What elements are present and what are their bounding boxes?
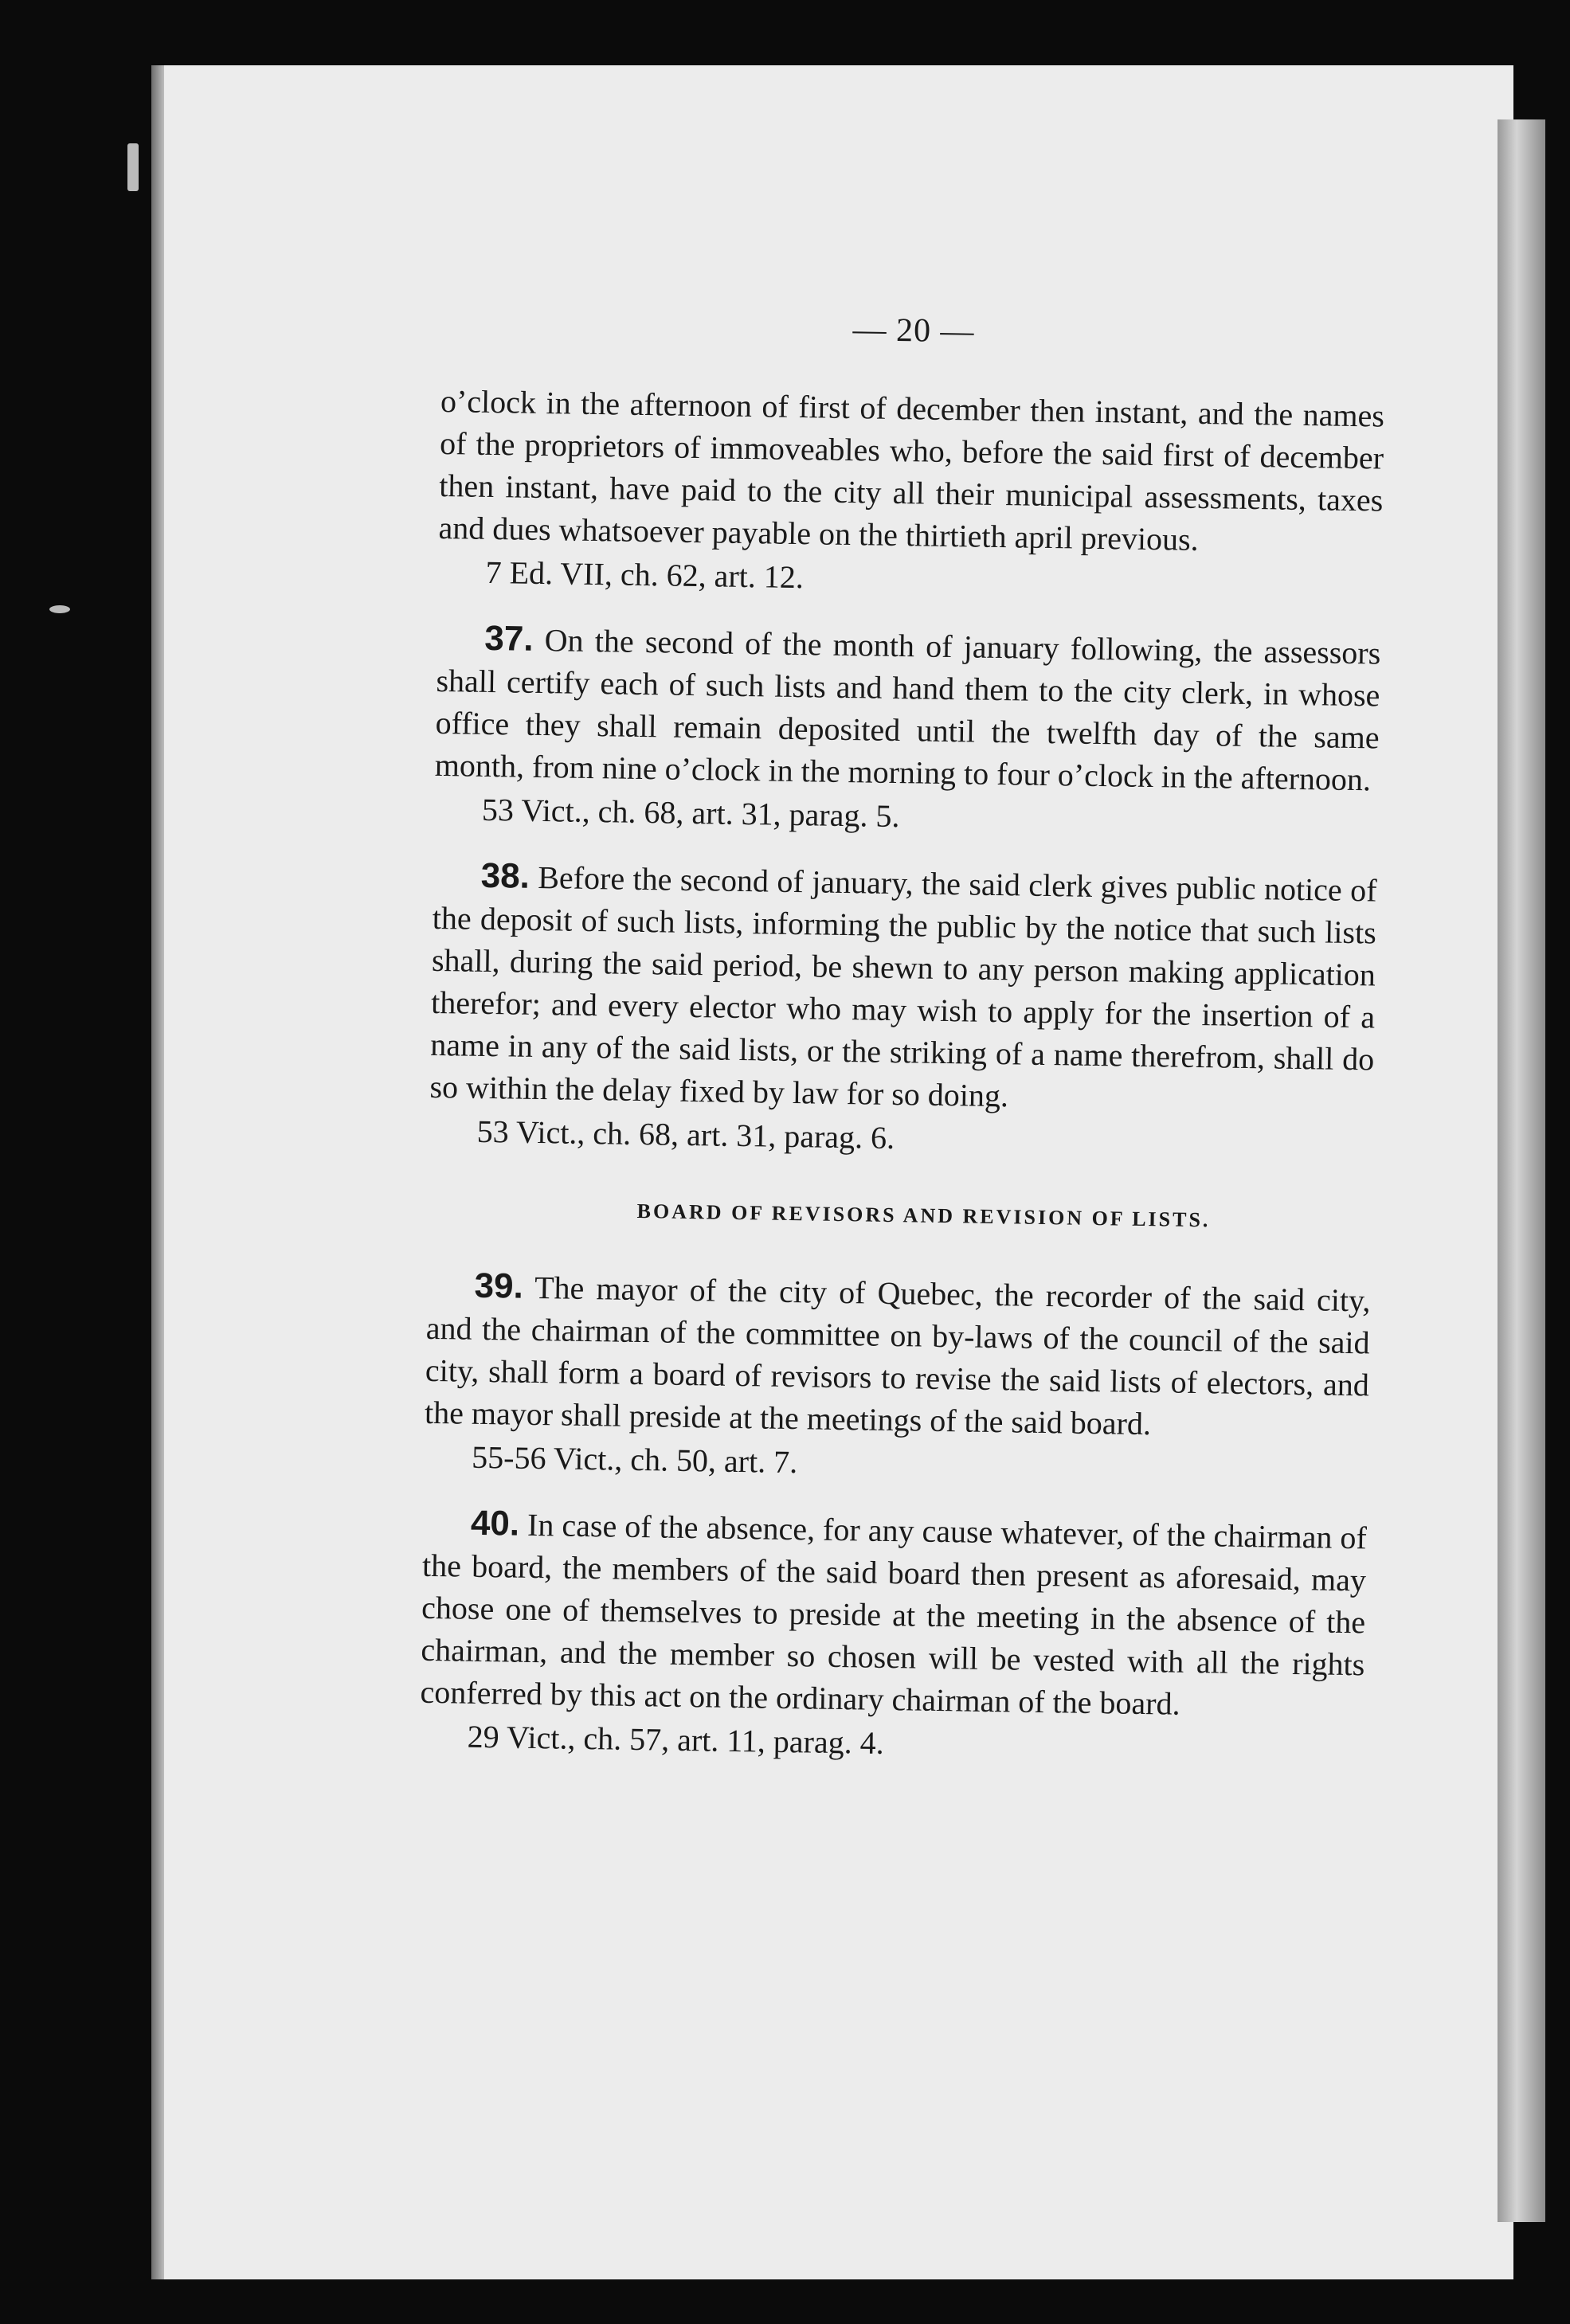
page-binding-edge <box>151 65 164 2279</box>
section-text: The mayor of the city of Quebec, the recorder of the said city, and the chairman of the committee on by-laws of the council of the said city, shall form a board of revisors to revise the said lists of electors, and the mayor shall preside at the meetings of the said board. <box>424 1269 1371 1442</box>
opening-paragraph: o’clock in the afternoon of first of december then instant, and the names of the proprietors of immoveables who, before the said first of december then instant, have paid to the city all their municipal assessments, taxes and dues whatsoever payable on the thirtieth april previous. <box>438 382 1385 558</box>
section-39-citation: 55-56 Vict., ch. 50, art. 7. <box>471 1438 798 1481</box>
section-number: 37. <box>484 618 534 659</box>
scan-artifact <box>127 143 139 191</box>
section-37-paragraph <box>434 616 1380 801</box>
section-text: On the second of the month of january following, the assessors shall certify each of such lists and hand them to the city clerk, in whose office they shall remain deposited until the twelfth day of the same month, from nine o’clock in the morning to four o’clock in the afternoon. <box>434 622 1381 798</box>
page-number: — 20 — <box>852 311 975 350</box>
section-40-citation: 29 Vict., ch. 57, art. 11, parag. 4. <box>467 1718 885 1761</box>
section-39-paragraph <box>425 1264 1371 1449</box>
opening-citation: 7 Ed. VII, ch. 62, art. 12. <box>485 554 805 596</box>
section-38-citation: 53 Vict., ch. 68, art. 31, parag. 6. <box>476 1113 895 1156</box>
section-40-paragraph <box>420 1501 1367 1728</box>
scan-artifact <box>49 605 70 613</box>
page-right-edge <box>1498 119 1545 2222</box>
document-body <box>419 303 1386 1795</box>
section-number: 38. <box>480 855 531 896</box>
section-number: 39. <box>474 1266 524 1306</box>
section-heading: BOARD OF REVISORS AND REVISION OF LISTS. <box>636 1199 1211 1232</box>
section-38-paragraph <box>429 854 1377 1123</box>
section-text: Before the second of january, the said clerk gives public notice of the deposit of such lists, informing the public by the notice that such lists shall, during the said period, be shewn to any person making application therefor; and every elector who may wish to apply for the insertion of a name in any of the said lists, or the striking of a name therefrom, shall do so within the delay fixed by law for so doing. <box>429 859 1377 1114</box>
section-number: 40. <box>470 1503 520 1543</box>
section-37-citation: 53 Vict., ch. 68, art. 31, parag. 5. <box>481 791 900 835</box>
section-text: In case of the absence, for any cause whatever, of the chairman of the board, the members of the said board then present as aforesaid, may chose one of themselves to preside at the meeting in the absence of the chairman, and the member so chosen will be vested with all the rights conferred by this act on the ordinary chairman of the board. <box>420 1506 1368 1722</box>
